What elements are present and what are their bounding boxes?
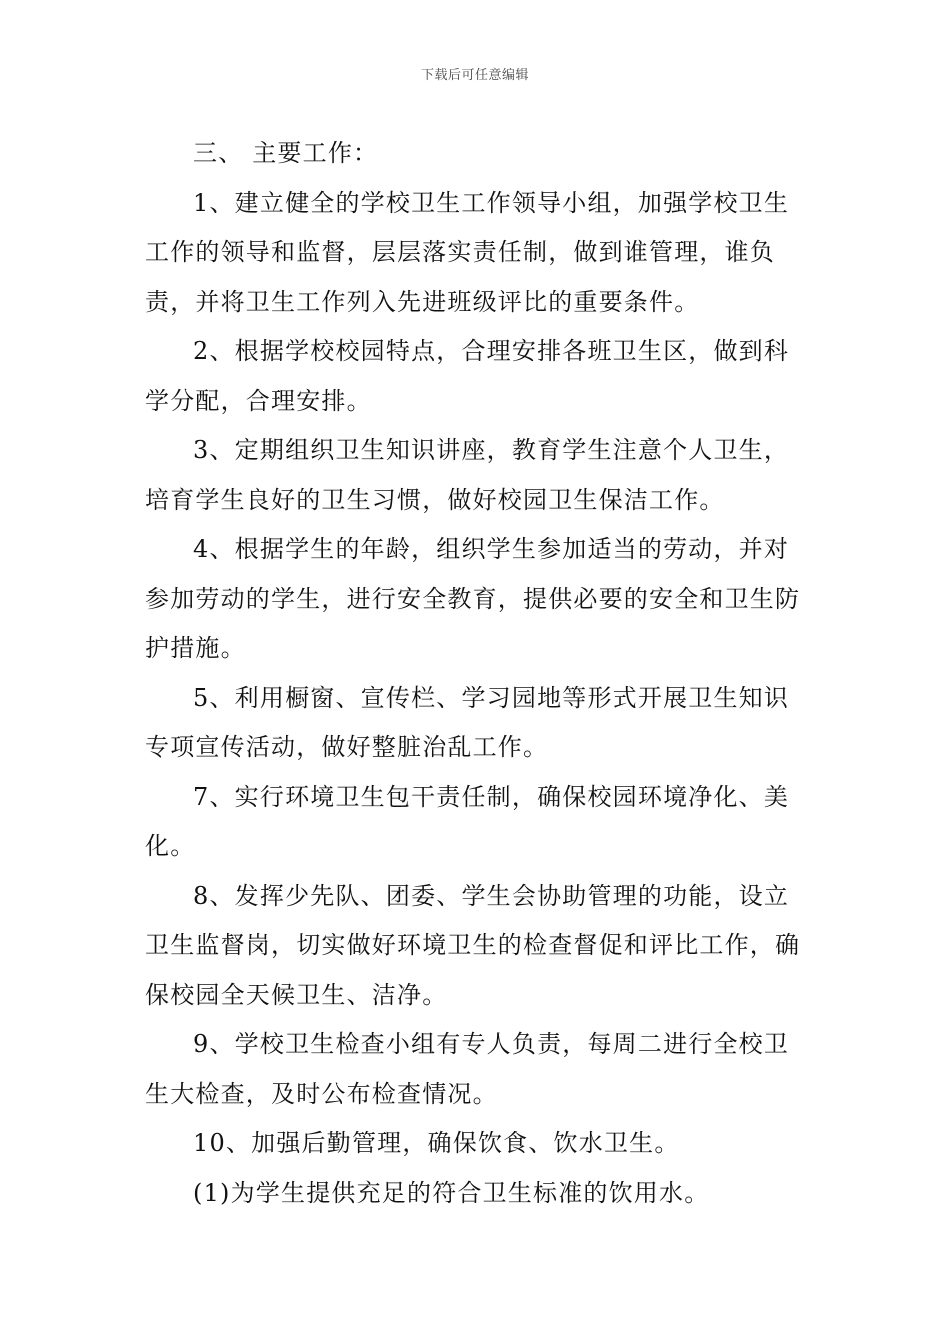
paragraph-9: 9、学校卫生检查小组有专人负责，每周二进行全校卫生大检查，及时公布检查情况。: [145, 1030, 790, 1108]
paragraph-3: 3、定期组织卫生知识讲座，教育学生注意个人卫生，培育学生良好的卫生习惯，做好校园卫生保洁工作。: [145, 436, 790, 514]
paragraph-1: 1、建立健全的学校卫生工作领导小组，加强学校卫生工作的领导和监督，层层落实责任制，做到谁管理，谁负责，并将卫生工作列入先进班级评比的重要条件。: [145, 188, 790, 316]
paragraph-4: 4、根据学生的年龄，组织学生参加适当的劳动，并对参加劳动的学生，进行安全教育，提供必要的安全和卫生防护措施。: [145, 535, 801, 662]
paragraph-10: 10、加强后勤管理，确保饮食、饮水卫生。: [193, 1129, 680, 1157]
paragraph-2: 2、根据学校校园特点，合理安排各班卫生区，做到科学分配，合理安排。: [145, 337, 790, 415]
paragraph-8: 8、发挥少先队、团委、学生会协助管理的功能，设立卫生监督岗，切实做好环境卫生的检查督促和评比工作，确保校园全天候卫生、洁净。: [145, 881, 801, 1009]
paragraph-10-1: (1)为学生提供充足的符合卫生标准的饮用水。: [193, 1178, 710, 1207]
paragraph-7: 7、实行环境卫生包干责任制，确保校园环境净化、美化。: [145, 782, 790, 860]
document-body: [145, 129, 810, 1218]
paragraph-5: 5、利用橱窗、宣传栏、学习园地等形式开展卫生知识专项宣传活动，做好整脏治乱工作。: [145, 683, 790, 761]
section-title: 三、 主要工作：: [193, 139, 379, 167]
page-header-note: 下载后可任意编辑: [420, 68, 529, 83]
